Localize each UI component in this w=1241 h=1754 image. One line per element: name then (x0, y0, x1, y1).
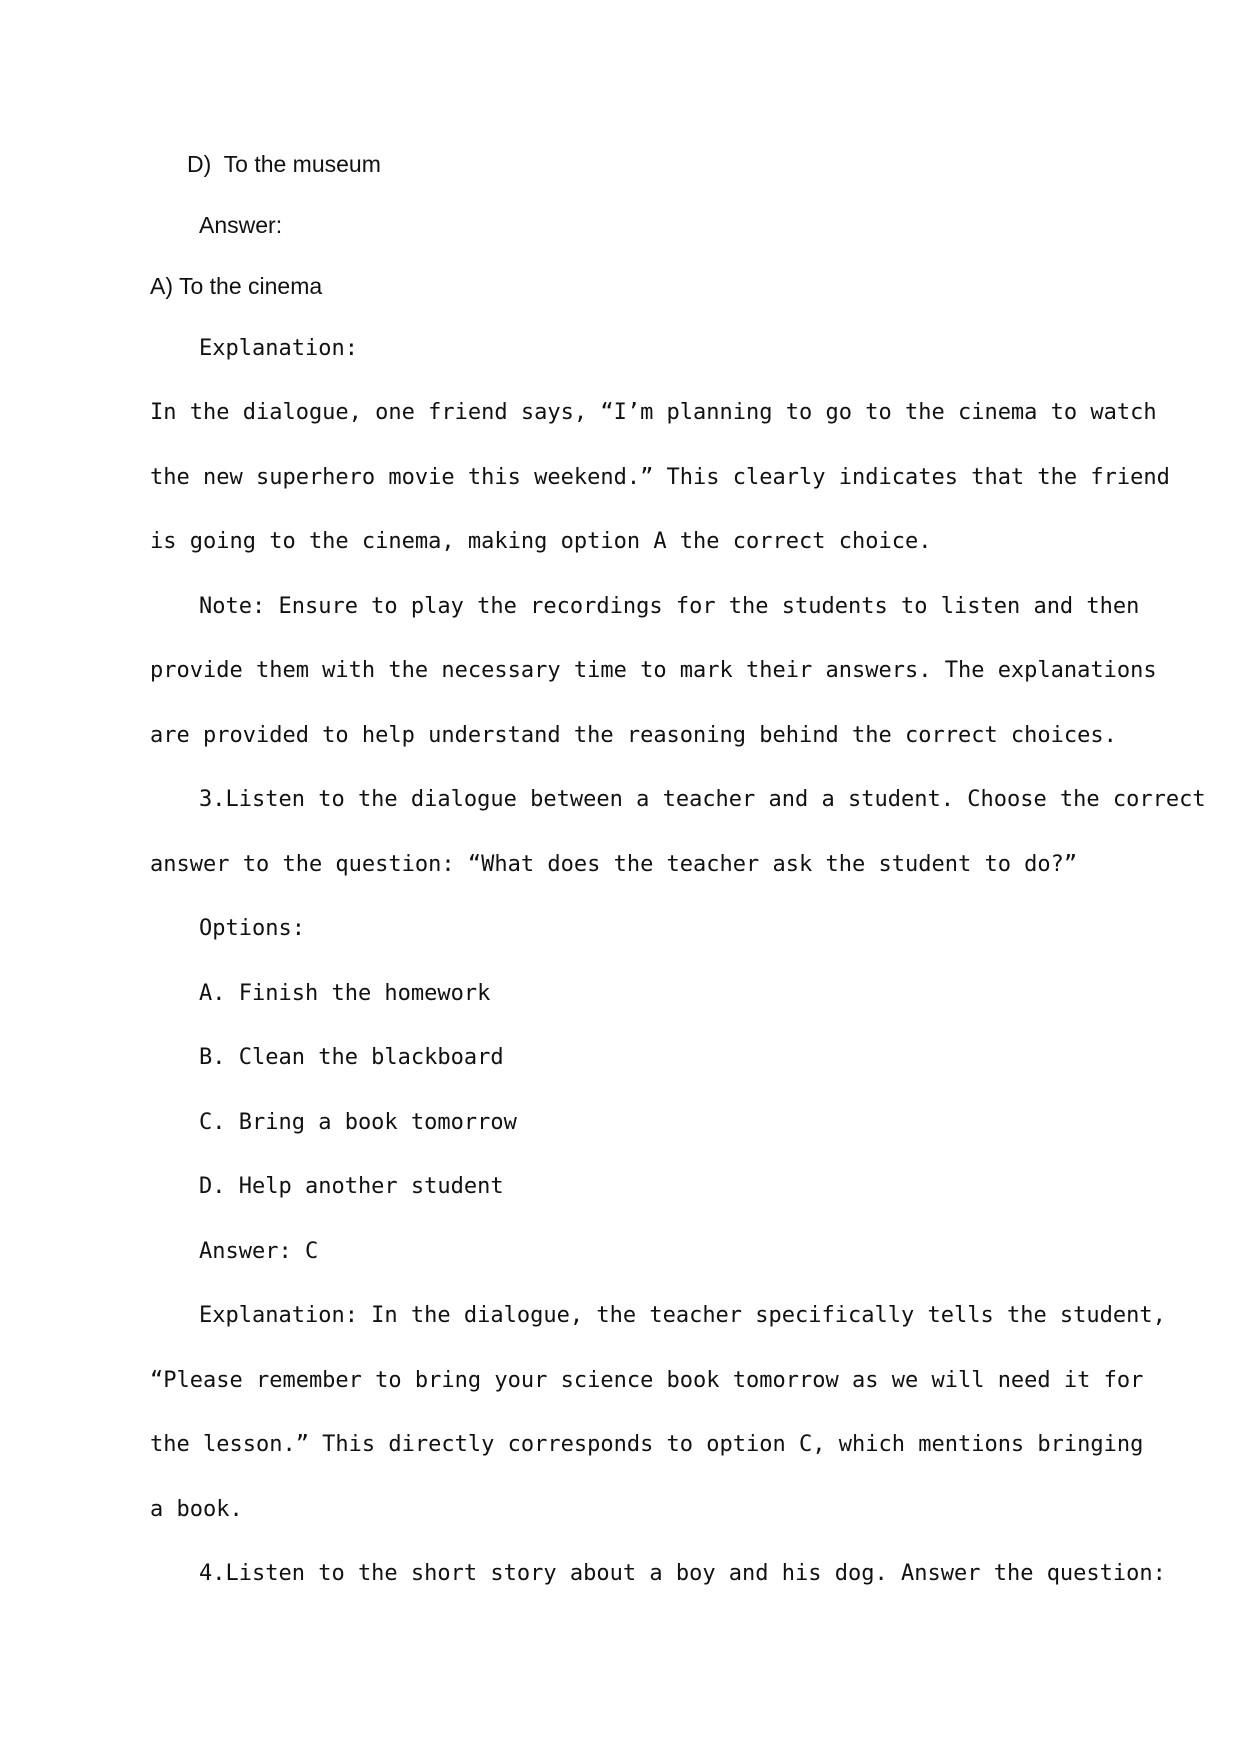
note-line-2: provide them with the necessary time to mark their answers. The explanations (150, 658, 1157, 683)
answer-heading: Answer: (199, 212, 283, 238)
explanation-3-line-1: Explanation: In the dialogue, the teacher specifically tells the student, (199, 1303, 1166, 1328)
explanation-line-2: the new superhero movie this weekend.” This clearly indicates that the friend (150, 465, 1170, 490)
explanation-3-line-2: “Please remember to bring your science book tomorrow as we will need it for (150, 1368, 1144, 1393)
question-3-line-2: answer to the question: “What does the teacher ask the student to do?” (150, 852, 1078, 877)
explanation-line-3: is going to the cinema, making option A the correct choice. (150, 529, 932, 554)
note-line-1: Note: Ensure to play the recordings for the students to listen and then (199, 594, 1140, 619)
option-d-text: D) To the museum (187, 151, 381, 177)
option-b: B. Clean the blackboard (199, 1045, 504, 1070)
answer-a-text: A) To the cinema (150, 273, 323, 299)
option-c: C. Bring a book tomorrow (199, 1110, 517, 1135)
explanation-line-1: In the dialogue, one friend says, “I’m planning to go to the cinema to watch (150, 400, 1157, 425)
note-line-3: are provided to help understand the reasoning behind the correct choices. (150, 723, 1117, 748)
answer-3: Answer: C (199, 1239, 319, 1264)
explanation-3-line-3: the lesson.” This directly corresponds to option C, which mentions bringing (150, 1432, 1144, 1457)
explanation-heading: Explanation: (199, 336, 358, 361)
options-heading: Options: (199, 916, 305, 941)
option-d: D. Help another student (199, 1174, 504, 1199)
question-3-line-1: 3.Listen to the dialogue between a teacher and a student. Choose the correct (199, 787, 1206, 812)
question-4-line-1: 4.Listen to the short story about a boy and his dog. Answer the question: (199, 1561, 1166, 1586)
explanation-3-line-4: a book. (150, 1497, 243, 1522)
option-a: A. Finish the homework (199, 981, 491, 1006)
